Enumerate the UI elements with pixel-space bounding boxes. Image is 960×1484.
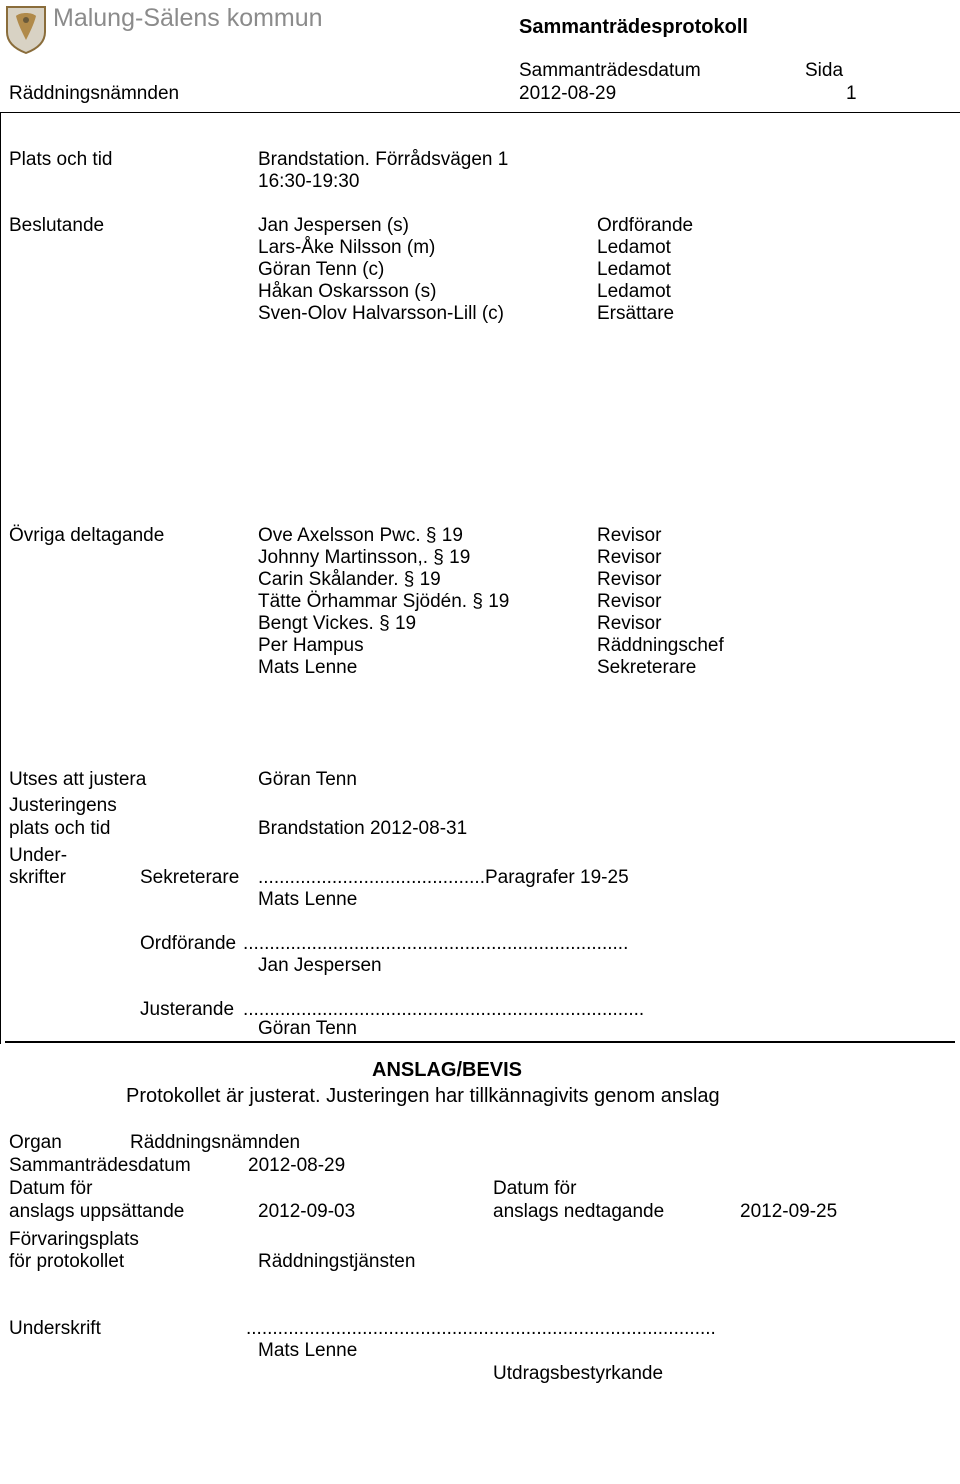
- secretary-label: Sekreterare: [140, 867, 240, 888]
- appointed-adjuster: Göran Tenn: [258, 769, 357, 790]
- member-role: Ordförande: [597, 215, 694, 236]
- signatures-label: Under-: [9, 845, 68, 866]
- place-time-label: Plats och tid: [9, 149, 113, 170]
- participant-role: Räddningschef: [597, 635, 724, 656]
- notice-date: 2012-08-29: [248, 1155, 346, 1176]
- meeting-place: Brandstation. Förrådsvägen 1: [258, 149, 509, 170]
- org-name: Malung-Sälens kommun: [53, 4, 323, 32]
- other-participants-label: Övriga deltagande: [9, 525, 165, 546]
- adjustment-place-label: Justeringens: [9, 795, 117, 816]
- meeting-date: 2012-08-29: [519, 83, 617, 104]
- posted-date-label: Datum för: [9, 1178, 93, 1199]
- doc-title: Sammanträdesprotokoll: [519, 16, 748, 38]
- notice-title: ANSLAG/BEVIS: [372, 1059, 523, 1081]
- header-divider: [0, 112, 960, 113]
- adjuster-signature-line: ............................................................................: [243, 999, 645, 1020]
- meeting-time: 16:30-19:30: [258, 171, 360, 192]
- signature-line: .........................................................................................: [246, 1318, 716, 1339]
- meeting-date-label: Sammanträdesdatum: [519, 60, 701, 81]
- appointed-adjuster-label: Utses att justera: [9, 769, 147, 790]
- participant-role: Revisor: [597, 613, 662, 634]
- signature-label: Underskrift: [9, 1318, 101, 1339]
- member-name: Jan Jespersen (s): [258, 215, 410, 236]
- member-name: Håkan Oskarsson (s): [258, 281, 437, 302]
- participant-name: Bengt Vickes. § 19: [258, 613, 417, 634]
- secretary-signature-line: ...........................................Paragrafer 19-25: [258, 867, 629, 888]
- participant-role: Revisor: [597, 525, 662, 546]
- signature-name: Mats Lenne: [258, 1340, 358, 1361]
- chair-label: Ordförande: [140, 933, 237, 954]
- storage-label: för protokollet: [9, 1251, 125, 1272]
- member-name: Lars-Åke Nilsson (m): [258, 237, 436, 258]
- posted-date-label: anslags uppsättande: [9, 1201, 185, 1222]
- coat-of-arms-icon: [4, 4, 48, 54]
- removed-date-label: anslags nedtagande: [493, 1201, 665, 1222]
- certifier-label: Utdragsbestyrkande: [493, 1363, 664, 1384]
- participant-name: Carin Skålander. § 19: [258, 569, 441, 590]
- organ: Räddningsnämnden: [130, 1132, 301, 1153]
- left-border: [0, 112, 1, 1044]
- signatures-label: skrifter: [9, 867, 66, 888]
- organ-label: Organ: [9, 1132, 62, 1153]
- secretary-name: Mats Lenne: [258, 889, 358, 910]
- participant-name: Per Hampus: [258, 635, 364, 656]
- board-name: Räddningsnämnden: [9, 83, 180, 104]
- storage-label: Förvaringsplats: [9, 1229, 139, 1250]
- participant-name: Johnny Martinsson,. § 19: [258, 547, 471, 568]
- participant-name: Tätte Örhammar Sjödén. § 19: [258, 591, 510, 612]
- member-role: Ersättare: [597, 303, 675, 324]
- removed-date: 2012-09-25: [740, 1201, 838, 1222]
- decision-makers-label: Beslutande: [9, 215, 105, 236]
- member-role: Ledamot: [597, 259, 671, 280]
- posted-date: 2012-09-03: [258, 1201, 356, 1222]
- removed-date-label: Datum för: [493, 1178, 577, 1199]
- member-name: Göran Tenn (c): [258, 259, 385, 280]
- member-role: Ledamot: [597, 281, 671, 302]
- participant-name: Ove Axelsson Pwc. § 19: [258, 525, 463, 546]
- adjuster-name: Göran Tenn: [258, 1018, 357, 1039]
- adjustment-place: Brandstation 2012-08-31: [258, 818, 468, 839]
- participant-role: Revisor: [597, 569, 662, 590]
- chair-signature-line: .........................................................................: [243, 933, 629, 954]
- page-number: 1: [846, 83, 857, 104]
- participant-role: Revisor: [597, 591, 662, 612]
- member-name: Sven-Olov Halvarsson-Lill (c): [258, 303, 505, 324]
- participant-role: Sekreterare: [597, 657, 697, 678]
- storage-location: Räddningstjänsten: [258, 1251, 416, 1272]
- participant-role: Revisor: [597, 547, 662, 568]
- adjustment-place-label: plats och tid: [9, 818, 111, 839]
- chair-name: Jan Jespersen: [258, 955, 382, 976]
- adjuster-label: Justerande: [140, 999, 235, 1020]
- notice-text: Protokollet är justerat. Justeringen har tillkännagivits genom anslag: [126, 1085, 720, 1107]
- member-role: Ledamot: [597, 237, 671, 258]
- municipality-logo: [4, 4, 48, 54]
- notice-divider: [5, 1041, 955, 1043]
- page-label: Sida: [805, 60, 844, 81]
- participant-name: Mats Lenne: [258, 657, 358, 678]
- notice-date-label: Sammanträdesdatum: [9, 1155, 191, 1176]
